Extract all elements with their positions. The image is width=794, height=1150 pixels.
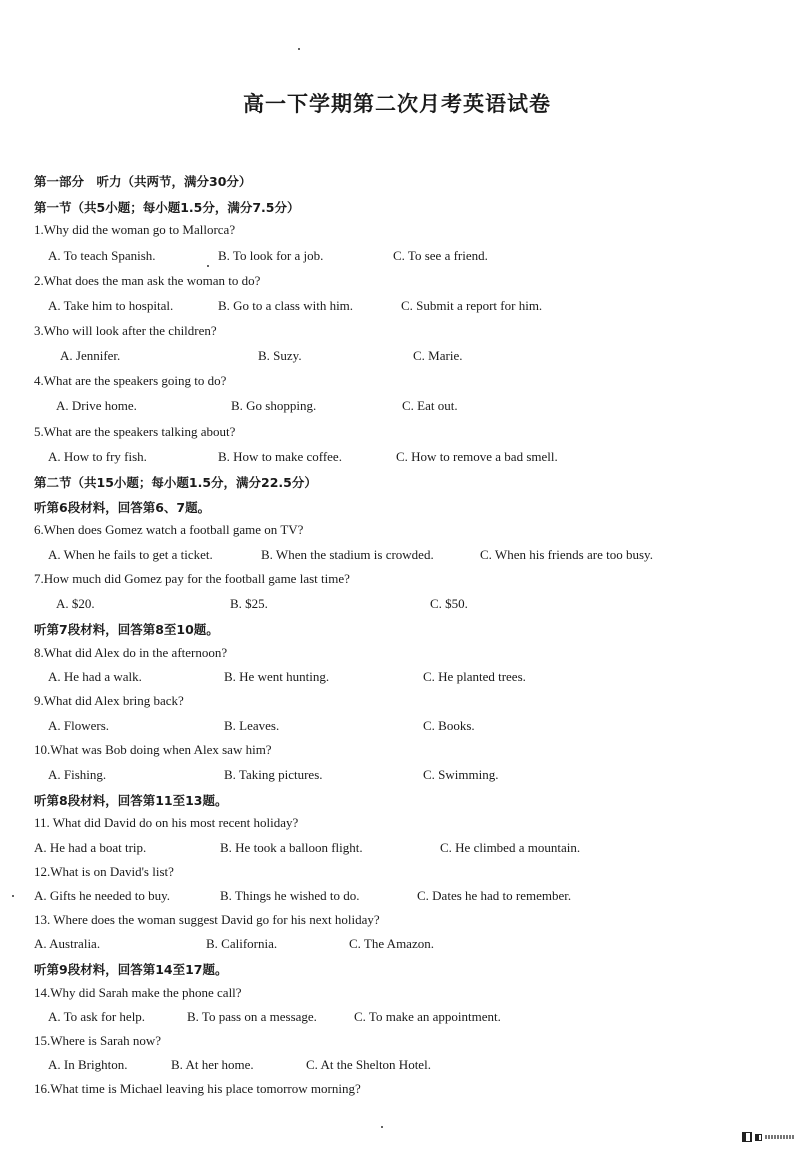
question-1: 1.Why did the woman go to Mallorca?: [34, 222, 236, 237]
footer-watermark: [742, 1132, 794, 1142]
option-14c: C. To make an appointment.: [354, 1009, 501, 1024]
logo-icon: [755, 1134, 762, 1141]
section2-heading: 第二节（共15小题；每小题1.5分，满分22.5分）: [34, 475, 317, 490]
option-5c: C. How to remove a bad smell.: [396, 449, 558, 464]
qr-code-icon: [742, 1132, 752, 1142]
option-15a: A. In Brighton.: [48, 1057, 128, 1072]
scan-speck: [298, 48, 300, 50]
option-1c: C. To see a friend.: [393, 248, 488, 263]
option-13c: C. The Amazon.: [349, 936, 434, 951]
question-12: 12.What is on David's list?: [34, 864, 174, 879]
passage-7-heading: 听第7段材料，回答第8至10题。: [34, 622, 219, 637]
question-16: 16.What time is Michael leaving his place tomorrow morning?: [34, 1081, 361, 1096]
option-10a: A. Fishing.: [48, 767, 107, 782]
passage-8-heading: 听第8段材料，回答第11至13题。: [34, 793, 228, 808]
question-6: 6.When does Gomez watch a football game on TV?: [34, 522, 304, 537]
option-15c: C. At the Shelton Hotel.: [306, 1057, 431, 1072]
scan-speck: [12, 895, 14, 897]
option-11b: B. He took a balloon flight.: [220, 840, 363, 855]
passage-6-heading: 听第6段材料，回答第6、7题。: [34, 500, 211, 515]
question-8: 8.What did Alex do in the afternoon?: [34, 645, 228, 660]
option-1a: A. To teach Spanish.: [48, 248, 156, 263]
question-4: 4.What are the speakers going to do?: [34, 373, 227, 388]
option-7b: B. $25.: [230, 596, 268, 611]
option-5b: B. How to make coffee.: [218, 449, 342, 464]
option-7c: C. $50.: [430, 596, 468, 611]
option-12a: A. Gifts he needed to buy.: [34, 888, 170, 903]
option-4b: B. Go shopping.: [231, 398, 317, 413]
option-2c: C. Submit a report for him.: [401, 298, 543, 313]
option-8c: C. He planted trees.: [423, 669, 526, 684]
question-5: 5.What are the speakers talking about?: [34, 424, 236, 439]
option-9c: C. Books.: [423, 718, 475, 733]
option-6b: B. When the stadium is crowded.: [261, 547, 434, 562]
option-9b: B. Leaves.: [224, 718, 280, 733]
exam-title: 高一下学期第二次月考英语试卷: [243, 91, 551, 116]
part1-heading: 第一部分 听力（共两节，满分30分）: [34, 174, 252, 189]
option-13b: B. California.: [206, 936, 278, 951]
option-7a: A. $20.: [56, 596, 95, 611]
question-3: 3.Who will look after the children?: [34, 323, 217, 338]
option-2b: B. Go to a class with him.: [218, 298, 354, 313]
question-9: 9.What did Alex bring back?: [34, 693, 184, 708]
option-13a: A. Australia.: [34, 936, 101, 951]
option-15b: B. At her home.: [171, 1057, 254, 1072]
option-8a: A. He had a walk.: [48, 669, 142, 684]
question-11: 11. What did David do on his most recent holiday?: [34, 815, 299, 830]
question-7: 7.How much did Gomez pay for the football game last time?: [34, 571, 350, 586]
question-2: 2.What does the man ask the woman to do?: [34, 273, 261, 288]
option-3b: B. Suzy.: [258, 348, 302, 363]
option-1b: B. To look for a job.: [218, 248, 324, 263]
option-14a: A. To ask for help.: [48, 1009, 146, 1024]
option-12c: C. Dates he had to remember.: [417, 888, 572, 903]
option-11a: A. He had a boat trip.: [34, 840, 147, 855]
option-10c: C. Swimming.: [423, 767, 499, 782]
option-10b: B. Taking pictures.: [224, 767, 323, 782]
option-9a: A. Flowers.: [48, 718, 110, 733]
question-14: 14.Why did Sarah make the phone call?: [34, 985, 242, 1000]
question-13: 13. Where does the woman suggest David go for his next holiday?: [34, 912, 380, 927]
option-4c: C. Eat out.: [402, 398, 458, 413]
option-3a: A. Jennifer.: [60, 348, 121, 363]
question-10: 10.What was Bob doing when Alex saw him?: [34, 742, 272, 757]
question-15: 15.Where is Sarah now?: [34, 1033, 162, 1048]
scan-speck: [207, 265, 209, 267]
section1-heading: 第一节（共5小题；每小题1.5分，满分7.5分）: [34, 200, 300, 215]
watermark-text-graphic: [765, 1135, 794, 1139]
option-6a: A. When he fails to get a ticket.: [48, 547, 213, 562]
option-2a: A. Take him to hospital.: [48, 298, 174, 313]
option-12b: B. Things he wished to do.: [220, 888, 360, 903]
option-5a: A. How to fry fish.: [48, 449, 147, 464]
scan-speck: [381, 1126, 383, 1128]
option-11c: C. He climbed a mountain.: [440, 840, 581, 855]
passage-9-heading: 听第9段材料，回答第14至17题。: [34, 962, 228, 977]
option-6c: C. When his friends are too busy.: [480, 547, 653, 562]
option-14b: B. To pass on a message.: [187, 1009, 317, 1024]
option-3c: C. Marie.: [413, 348, 463, 363]
option-8b: B. He went hunting.: [224, 669, 330, 684]
option-4a: A. Drive home.: [56, 398, 137, 413]
